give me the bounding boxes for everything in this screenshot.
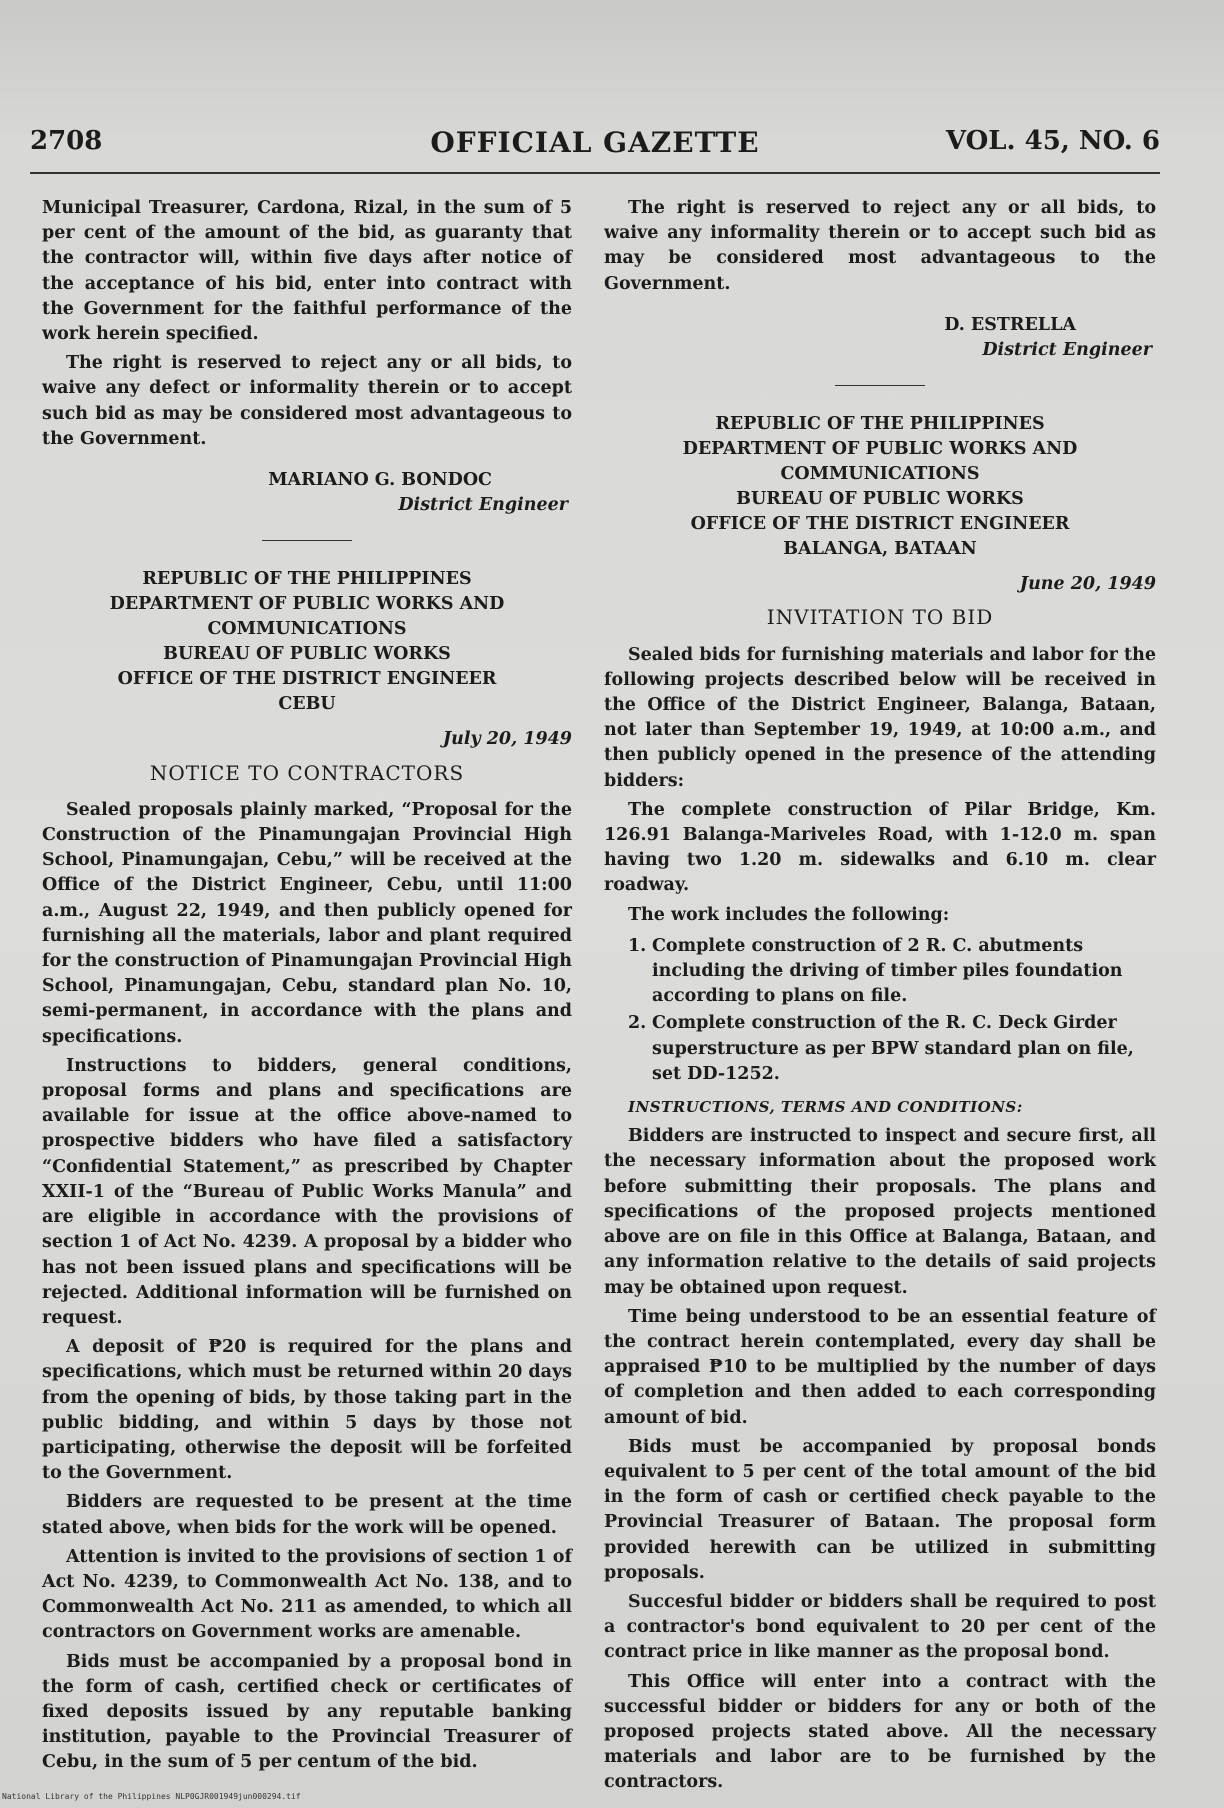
signatory-title: District Engineer xyxy=(398,495,568,516)
org-line: OFFICE OF THE DISTRICT ENGINEER xyxy=(117,669,497,690)
paragraph: Sealed bids for furnishing materials and labor for the following projects described below will be received in the Office of the District Engineer, Balanga, Bataan, not later than September 19, 1949, at 10:00 a.m., and then publicly opened in the presence of the attending bidders: xyxy=(604,644,1156,791)
org-line: REPUBLIC OF THE PHILIPPINES xyxy=(715,414,1045,435)
paragraph: Bidders are instructed to inspect and secure first, all the necessary information about the proposed work before submitting their proposals. The plans and specifications of the proposed projects mentioned above are on file in this Office at Balanga, Bataan, and any information relative to the details of said projects may be obtained upon request. xyxy=(604,1126,1156,1298)
org-line: BALANGA, BATAAN xyxy=(783,539,977,560)
page-header xyxy=(30,126,1160,166)
notice-heading: INVITATION TO BID xyxy=(766,605,994,630)
paragraph: The work includes the following: xyxy=(628,904,950,925)
paragraph: This Office will enter into a contract with the successful bidder or bidders for any or both of the proposed projects stated above. All the necessary materials and labor are to be furnished by the contractors. xyxy=(604,1671,1156,1793)
work-items-list xyxy=(628,934,1156,1087)
list-item xyxy=(628,1011,1156,1087)
org-line: DEPARTMENT OF PUBLIC WORKS AND COMMUNICATIONS xyxy=(682,439,1078,485)
notice-date: July 20, 1949 xyxy=(442,729,572,750)
right-column xyxy=(604,196,1156,1800)
instructions-subheading: INSTRUCTIONS, TERMS AND CONDITIONS: xyxy=(628,1098,1023,1117)
signature-block xyxy=(42,468,572,518)
org-line: BUREAU OF PUBLIC WORKS xyxy=(163,644,451,665)
paragraph: The right is reserved to reject any or all bids, to waive any informality therein or to accept such bid as may be considered most advantageous to the Government. xyxy=(604,198,1156,294)
page-number: 2708 xyxy=(30,126,103,156)
list-item-number: 1. xyxy=(628,935,647,956)
notice-date: June 20, 1949 xyxy=(1019,574,1156,595)
signatory-name: MARIANO G. BONDOC xyxy=(268,470,492,491)
org-line: CEBU xyxy=(278,694,336,715)
list-item-text: Complete construction of 2 R. C. abutments including the driving of timber piles foundation according to plans on file. xyxy=(652,935,1123,1007)
notice-heading: NOTICE TO CONTRACTORS xyxy=(149,760,465,785)
paragraph: Municipal Treasurer, Cardona, Rizal, in the sum of 5 per cent of the amount of the bid, as guaranty that the contractor will, within five days after notice of the acceptance of his bid, enter into contract with the Government for the faithful performance of the work herein specified. xyxy=(42,198,572,345)
paragraph: Bidders are requested to be present at the time stated above, when bids for the work will be opened. xyxy=(42,1492,572,1538)
paragraph: Attention is invited to the provisions of section 1 of Act No. 4239, to Commonwealth Act No. 138, and to Commonwealth Act No. 211 as amended, to which all contractors on Government works are amenable. xyxy=(42,1546,572,1643)
header-rule xyxy=(30,172,1160,174)
issuing-office xyxy=(604,412,1156,562)
paragraph: Sealed proposals plainly marked, “Proposal for the Construction of the Pinamungajan Provincial High School, Pinamungajan, Cebu,” will be received at the Office of the District Engineer, Cebu, until 11:00 a.m., August 22, 1949, and then publicly opened for furnishing all the materials, labor and plant required for the construction of Pinamungajan Provincial High School, Pinamungajan, Cebu, standard plan No. 10, semi-permanent, in accordance with the plans and specifications. xyxy=(42,799,572,1047)
signatory-title: District Engineer xyxy=(982,340,1152,361)
issuing-office xyxy=(42,567,572,717)
publication-title: OFFICIAL GAZETTE xyxy=(430,126,760,159)
org-line: BUREAU OF PUBLIC WORKS xyxy=(736,489,1024,510)
signatory-name: D. ESTRELLA xyxy=(944,314,1076,335)
org-line: DEPARTMENT OF PUBLIC WORKS AND COMMUNICATIONS xyxy=(109,594,505,640)
scan-footer: National Library of the Philippines NLP0GJR001949jun000294.tif xyxy=(2,1792,301,1801)
paragraph: Instructions to bidders, general conditions, proposal forms and plans and specifications are available for issue at the office above-named to prospective bidders who have filed a satisfactory “Confidential Statement,” as prescribed by Chapter XXII-1 of the “Bureau of Public Works Manula” and are eligible in accordance with the provisions of section 1 of Act No. 4239. A proposal by a bidder who has not been issued plans and specifications will be rejected. Additional information will be furnished on request. xyxy=(42,1055,572,1328)
paragraph: The complete construction of Pilar Bridge, Km. 126.91 Balanga-Mariveles Road, with 1-12.0 m. span having two 1.20 m. sidewalks and 6.10 m. clear roadway. xyxy=(604,799,1156,896)
org-line: REPUBLIC OF THE PHILIPPINES xyxy=(142,569,472,590)
section-divider xyxy=(262,540,352,541)
paragraph: A deposit of ₱20 is required for the plans and specifications, which must be returned within 20 days from the opening of bids, by those taking part in the public bidding, and within 5 days by those not participating, otherwise the deposit will be forfeited to the Government. xyxy=(42,1337,572,1484)
left-column xyxy=(42,196,572,1780)
list-item-text: Complete construction of the R. C. Deck Girder superstructure as per BPW standard plan on file, set DD-1252. xyxy=(652,1013,1134,1084)
paragraph: Bids must be accompanied by proposal bonds equivalent to 5 per cent of the total amount of the bid in the form of cash or certified check payable to the Provincial Treasurer of Bataan. The proposal form provided herewith can be utilized in submitting proposals. xyxy=(604,1436,1156,1583)
paragraph: The right is reserved to reject any or all bids, to waive any defect or informality therein or to accept such bid as may be considered most advantageous to the Government. xyxy=(42,353,572,449)
paragraph: Time being understood to be an essential feature of the contract herein contemplated, every day shall be appraised ₱10 to be multiplied by the number of days of completion and then added to each corresponding amount of bid. xyxy=(604,1306,1156,1428)
volume-number: VOL. 45, NO. 6 xyxy=(945,126,1160,156)
signature-block xyxy=(604,313,1156,363)
org-line: OFFICE OF THE DISTRICT ENGINEER xyxy=(690,514,1070,535)
section-divider xyxy=(835,385,925,386)
paragraph: Succesful bidder or bidders shall be required to post a contractor's bond equivalent to 20 per cent of the contract price in like manner as the proposal bond. xyxy=(604,1591,1156,1663)
paragraph: Bids must be accompanied by a proposal bond in the form of cash, certified check or certificates of fixed deposits issued by any reputable banking institution, payable to the Provincial Treasurer of Cebu, in the sum of 5 per centum of the bid. xyxy=(42,1651,572,1773)
list-item xyxy=(628,934,1156,1010)
list-item-number: 2. xyxy=(628,1013,647,1034)
